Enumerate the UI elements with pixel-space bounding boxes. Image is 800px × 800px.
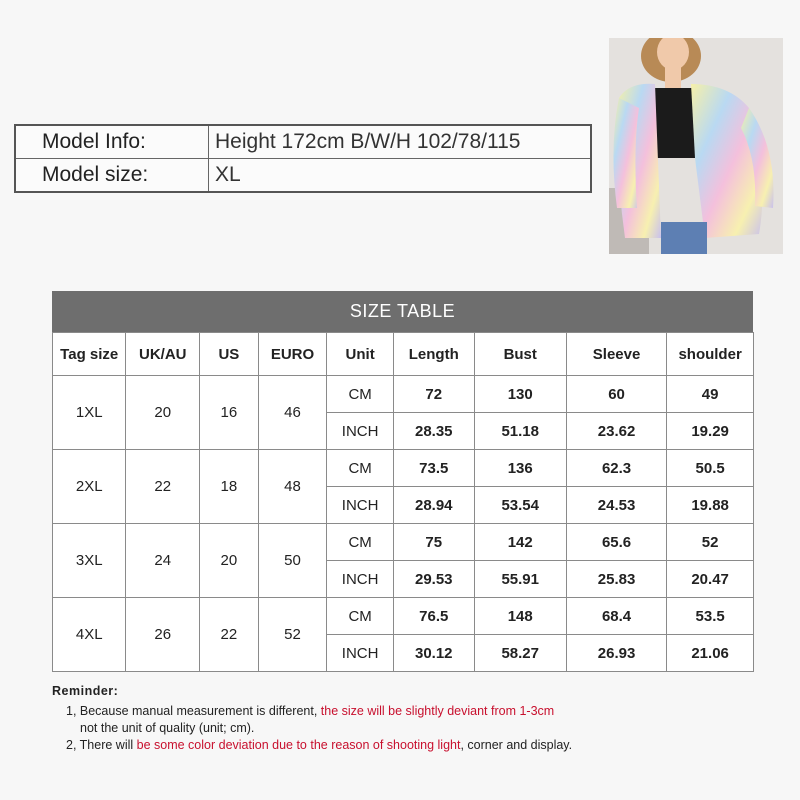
header-euro: EURO — [258, 333, 327, 376]
length-cell: 28.35 — [393, 413, 474, 450]
shoulder-cell: 19.29 — [667, 413, 754, 450]
header-us: US — [200, 333, 259, 376]
unit-cell: INCH — [327, 635, 394, 672]
length-cell: 30.12 — [393, 635, 474, 672]
shoulder-cell: 21.06 — [667, 635, 754, 672]
uk-au-cell: 24 — [126, 524, 200, 598]
length-cell: 73.5 — [393, 450, 474, 487]
bust-cell: 58.27 — [474, 635, 566, 672]
sleeve-cell: 23.62 — [566, 413, 666, 450]
header-sleeve: Sleeve — [566, 333, 666, 376]
model-info-row — [15, 125, 591, 159]
sleeve-cell: 65.6 — [566, 524, 666, 561]
header-bust: Bust — [474, 333, 566, 376]
sleeve-cell: 68.4 — [566, 598, 666, 635]
reminder-line-1 — [52, 703, 772, 720]
bust-cell: 142 — [474, 524, 566, 561]
model-size-value: XL — [209, 159, 592, 193]
table-row — [53, 450, 754, 487]
header-tag-size: Tag size — [53, 333, 126, 376]
reminder-line-2 — [52, 737, 772, 754]
unit-cell: INCH — [327, 561, 394, 598]
model-info-value: Height 172cm B/W/H 102/78/115 — [209, 125, 592, 159]
euro-cell: 48 — [258, 450, 327, 524]
reminder-line-2-end: , corner and display. — [460, 738, 573, 752]
unit-cell: INCH — [327, 413, 394, 450]
model-info-label: Model Info: — [15, 125, 209, 159]
euro-cell: 50 — [258, 524, 327, 598]
reminder-line-1-text: 1, Because manual measurement is different, — [66, 704, 321, 718]
sleeve-cell: 26.93 — [566, 635, 666, 672]
bust-cell: 53.54 — [474, 487, 566, 524]
reminder-line-1-continuation: not the unit of quality (unit; cm). — [80, 721, 255, 735]
reminder-section — [52, 683, 772, 754]
reminder-line-1-highlight: the size will be slightly deviant from 1-3cm — [320, 704, 555, 718]
shoulder-cell: 20.47 — [667, 561, 754, 598]
model-info-table — [14, 124, 592, 193]
length-cell: 76.5 — [393, 598, 474, 635]
size-table-title: SIZE TABLE — [52, 291, 753, 332]
table-row — [53, 598, 754, 635]
reminder-line-2-highlight: be some color deviation due to the reason of shooting light — [136, 738, 461, 752]
table-row — [53, 524, 754, 561]
length-cell: 72 — [393, 376, 474, 413]
size-table — [52, 332, 754, 672]
sleeve-cell: 60 — [566, 376, 666, 413]
sleeve-cell: 24.53 — [566, 487, 666, 524]
size-table-header-row — [53, 333, 754, 376]
header-unit: Unit — [327, 333, 394, 376]
bust-cell: 55.91 — [474, 561, 566, 598]
us-cell: 18 — [200, 450, 259, 524]
unit-cell: CM — [327, 450, 394, 487]
bust-cell: 130 — [474, 376, 566, 413]
shoulder-cell: 52 — [667, 524, 754, 561]
model-photo — [609, 38, 783, 254]
us-cell: 20 — [200, 524, 259, 598]
shoulder-cell: 50.5 — [667, 450, 754, 487]
tag-size-cell: 2XL — [53, 450, 126, 524]
table-row — [53, 376, 754, 413]
reminder-line-2-text: 2, There will — [66, 738, 137, 752]
uk-au-cell: 20 — [126, 376, 200, 450]
bust-cell: 136 — [474, 450, 566, 487]
header-shoulder: shoulder — [667, 333, 754, 376]
unit-cell: CM — [327, 524, 394, 561]
euro-cell: 52 — [258, 598, 327, 672]
tag-size-cell: 3XL — [53, 524, 126, 598]
tag-size-cell: 4XL — [53, 598, 126, 672]
sleeve-cell: 25.83 — [566, 561, 666, 598]
model-size-row — [15, 159, 591, 193]
length-cell: 75 — [393, 524, 474, 561]
header-uk-au: UK/AU — [126, 333, 200, 376]
shoulder-cell: 49 — [667, 376, 754, 413]
us-cell: 16 — [200, 376, 259, 450]
unit-cell: CM — [327, 376, 394, 413]
unit-cell: CM — [327, 598, 394, 635]
sleeve-cell: 62.3 — [566, 450, 666, 487]
unit-cell: INCH — [327, 487, 394, 524]
us-cell: 22 — [200, 598, 259, 672]
tag-size-cell: 1XL — [53, 376, 126, 450]
length-cell: 28.94 — [393, 487, 474, 524]
length-cell: 29.53 — [393, 561, 474, 598]
shoulder-cell: 19.88 — [667, 487, 754, 524]
bust-cell: 148 — [474, 598, 566, 635]
uk-au-cell: 26 — [126, 598, 200, 672]
bust-cell: 51.18 — [474, 413, 566, 450]
header-length: Length — [393, 333, 474, 376]
euro-cell: 46 — [258, 376, 327, 450]
model-size-label: Model size: — [15, 159, 209, 193]
shoulder-cell: 53.5 — [667, 598, 754, 635]
reminder-heading: Reminder: — [52, 684, 119, 698]
uk-au-cell: 22 — [126, 450, 200, 524]
